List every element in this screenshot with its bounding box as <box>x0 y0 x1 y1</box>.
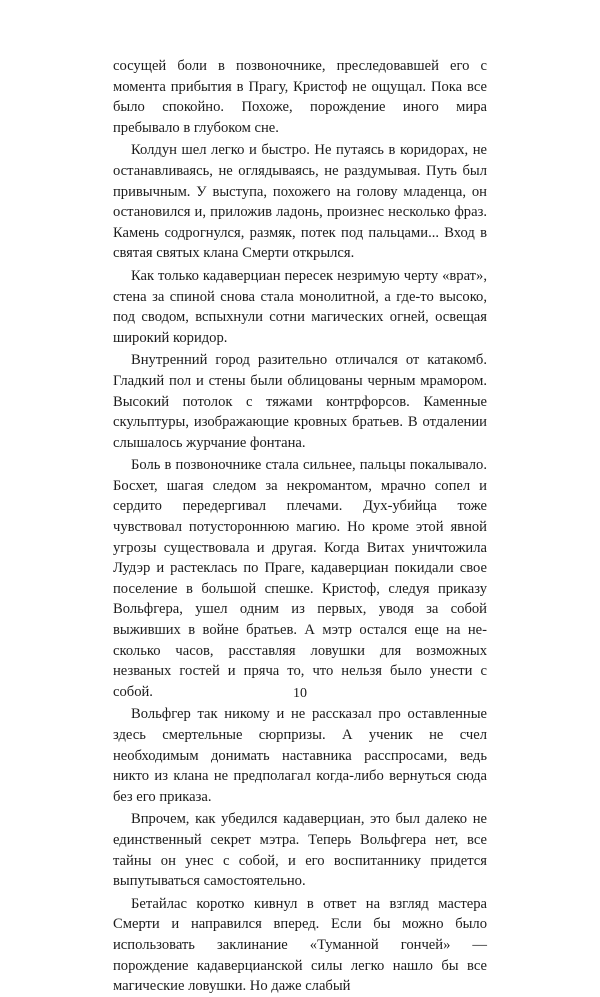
paragraph-3: Как только кадаверциан пересек незримую черту «врат», стена за спиной снова стала монолитной, а где-то высоко, под сводом, вспыхнули сотни магических огней, освещая широкий коридор. <box>113 267 487 346</box>
paragraph-1: сосущей боли в позвоночнике, преследовавшей его с момента прибытия в Прагу, Кристоф не ощущал. Пока все было спокойно. Похоже, порождение иного мира пребывало в глубоком сне. <box>113 58 487 136</box>
paragraph-4: Внутренний город разительно отличался от катакомб. Гладкий пол и стены были облицованы черным мрамором. Высокий потолок с тяжами контрфорсов. Каменные скульптуры, изображающие кровных братьев. В отдалении слышалось журчание фонтана. <box>113 352 487 451</box>
paragraph-2: Колдун шел легко и быстро. Не путаясь в коридорах, не останавливаясь, не оглядываясь, не раздумывая. Путь был привычным. У выступа, похожего на голову младенца, он остановился и, приложив ладонь, произнес несколько фраз. Камень содрогнулся, размяк, потек под пальцами... Вход в святая святых клана Смерти открылся. <box>113 142 487 262</box>
page-number: 10 <box>293 686 307 701</box>
book-page-text <box>113 56 487 997</box>
paragraph-7: Впрочем, как убедился кадаверциан, это был далеко не единственный секрет мэтра. Теперь Вольфгера нет, все тайны он унес с собой, и его воспитаннику придется выпутываться самостоятельно. <box>113 811 487 890</box>
paragraph-5: Боль в позвоночнике стала сильнее, пальцы покалывало. Босхет, шагая следом за некромантом, мрачно сопел и сердито передергивал плечами. Дух-убийца тоже чувствовал потустороннюю магию. Но кроме этой явной угрозы существовала и другая. Когда Витах уничтожила Лудэр и растеклась по Праге, кадаверциан покидали свое поселение в большой спешке. Кристоф, следуя приказу Вольфгера, ушел одним из первых, уводя за собой выживших в войне братьев. А мэтр остался еще на несколько часов, расставляя ловушки для возможных незваных гостей и пряча то, что нельзя было унести с собой. <box>113 457 487 700</box>
paragraph-6: Вольфгер так никому и не рассказал про оставленные здесь смертельные сюрпризы. А ученик не счел необходимым донимать наставника расспросами, ведь никто из клана не предполагал когда-либо вернуться сюда без его приказа. <box>113 706 487 805</box>
paragraph-8: Бетайлас коротко кивнул в ответ на взгляд мастера Смерти и направился вперед. Если бы можно было использовать заклинание «Туманной гончей» — порождение кадаверцианской силы легко нашло бы все магические ловушки. Но даже слабый <box>113 895 487 995</box>
